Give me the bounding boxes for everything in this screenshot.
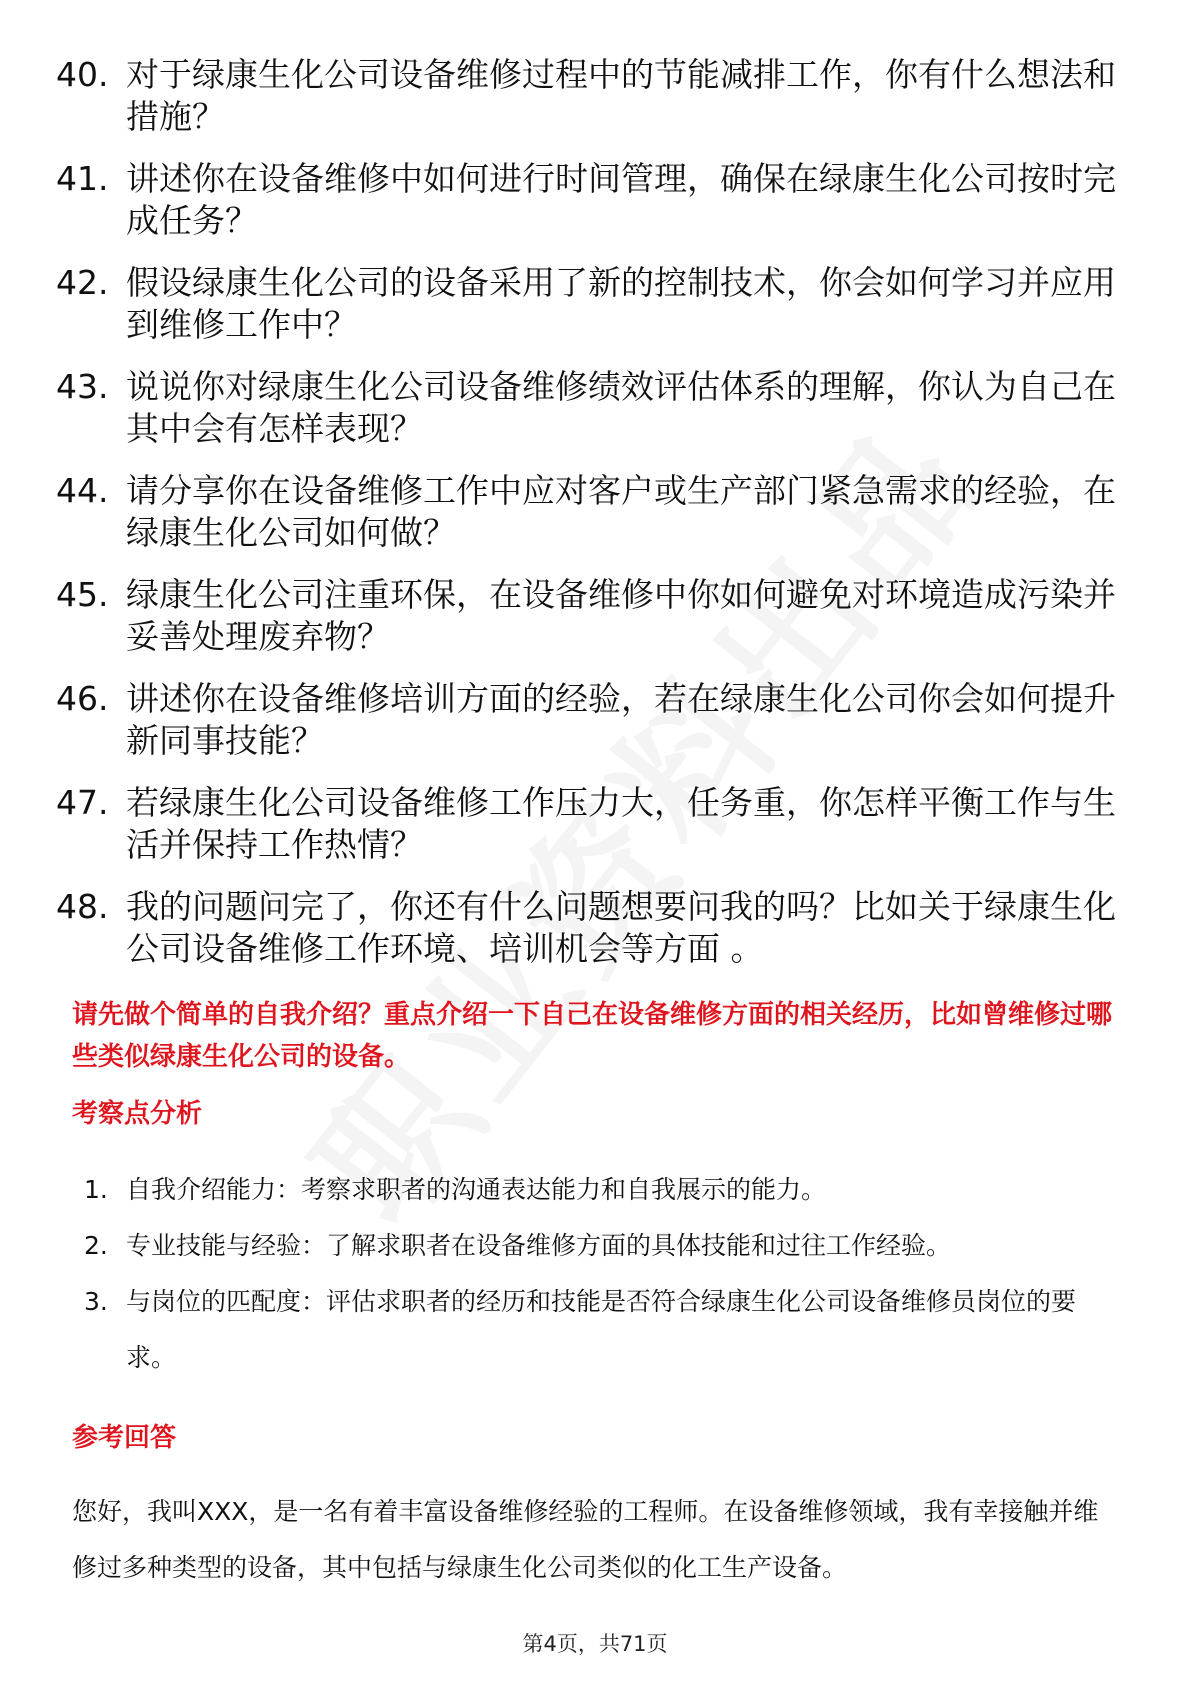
question-item bbox=[56, 262, 1116, 346]
question-number: 43. bbox=[56, 367, 109, 406]
question-number: 47. bbox=[56, 783, 109, 822]
analysis-text: 与岗位的匹配度：评估求职者的经历和技能是否符合绿康生化公司设备维修员岗位的要求。 bbox=[126, 1287, 1077, 1372]
question-number: 45. bbox=[56, 575, 109, 614]
question-text: 讲述你在设备维修培训方面的经验，若在绿康生化公司你会如何提升新同事技能？ bbox=[126, 679, 1116, 760]
question-text: 若绿康生化公司设备维修工作压力大，任务重，你怎样平衡工作与生活并保持工作热情？ bbox=[126, 783, 1116, 864]
question-text: 假设绿康生化公司的设备采用了新的控制技术，你会如何学习并应用到维修工作中？ bbox=[126, 263, 1116, 344]
question-item bbox=[56, 574, 1116, 658]
question-text: 绿康生化公司注重环保，在设备维修中你如何避免对环境造成污染并妥善处理废弃物？ bbox=[126, 575, 1116, 656]
analysis-number: 3. bbox=[84, 1287, 108, 1316]
question-list bbox=[56, 54, 1116, 990]
analysis-item bbox=[84, 1218, 1114, 1274]
question-text: 请分享你在设备维修工作中应对客户或生产部门紧急需求的经验，在绿康生化公司如何做？ bbox=[126, 471, 1116, 552]
analysis-item bbox=[84, 1274, 1114, 1386]
question-text: 讲述你在设备维修中如何进行时间管理，确保在绿康生化公司按时完成任务？ bbox=[126, 159, 1116, 240]
question-item bbox=[56, 470, 1116, 554]
question-text: 说说你对绿康生化公司设备维修绩效评估体系的理解，你认为自己在其中会有怎样表现？ bbox=[126, 367, 1116, 448]
analysis-text: 专业技能与经验：了解求职者在设备维修方面的具体技能和过往工作经验。 bbox=[126, 1231, 952, 1260]
question-text: 对于绿康生化公司设备维修过程中的节能减排工作，你有什么想法和措施？ bbox=[126, 55, 1116, 136]
question-number: 41. bbox=[56, 159, 109, 198]
page-footer: 第4页，共71页 bbox=[522, 1632, 668, 1656]
question-number: 42. bbox=[56, 263, 109, 302]
question-number: 48. bbox=[56, 887, 109, 926]
question-text: 我的问题问完了，你还有什么问题想要问我的吗？比如关于绿康生化公司设备维修工作环境、培训机会等方面 。 bbox=[126, 887, 1116, 968]
question-item bbox=[56, 678, 1116, 762]
question-item bbox=[56, 886, 1116, 970]
question-number: 46. bbox=[56, 679, 109, 718]
reference-answer: 您好，我叫XXX，是一名有着丰富设备维修经验的工程师。在设备维修领域，我有幸接触并维修过多种类型的设备，其中包括与绿康生化公司类似的化工生产设备。 bbox=[72, 1497, 1099, 1582]
question-number: 44. bbox=[56, 471, 109, 510]
question-number: 40. bbox=[56, 55, 109, 94]
question-item bbox=[56, 782, 1116, 866]
featured-question: 请先做个简单的自我介绍？重点介绍一下自己在设备维修方面的相关经历，比如曾维修过哪些类似绿康生化公司的设备。 bbox=[72, 1000, 1113, 1072]
question-item bbox=[56, 366, 1116, 450]
analysis-text: 自我介绍能力：考察求职者的沟通表达能力和自我展示的能力。 bbox=[126, 1175, 827, 1204]
analysis-item bbox=[84, 1162, 1114, 1218]
question-item bbox=[56, 158, 1116, 242]
analysis-number: 1. bbox=[84, 1175, 108, 1204]
question-item bbox=[56, 54, 1116, 138]
analysis-number: 2. bbox=[84, 1231, 108, 1260]
reference-heading: 参考回答 bbox=[72, 1423, 177, 1453]
analysis-heading: 考察点分析 bbox=[72, 1099, 203, 1129]
analysis-list bbox=[84, 1162, 1114, 1386]
